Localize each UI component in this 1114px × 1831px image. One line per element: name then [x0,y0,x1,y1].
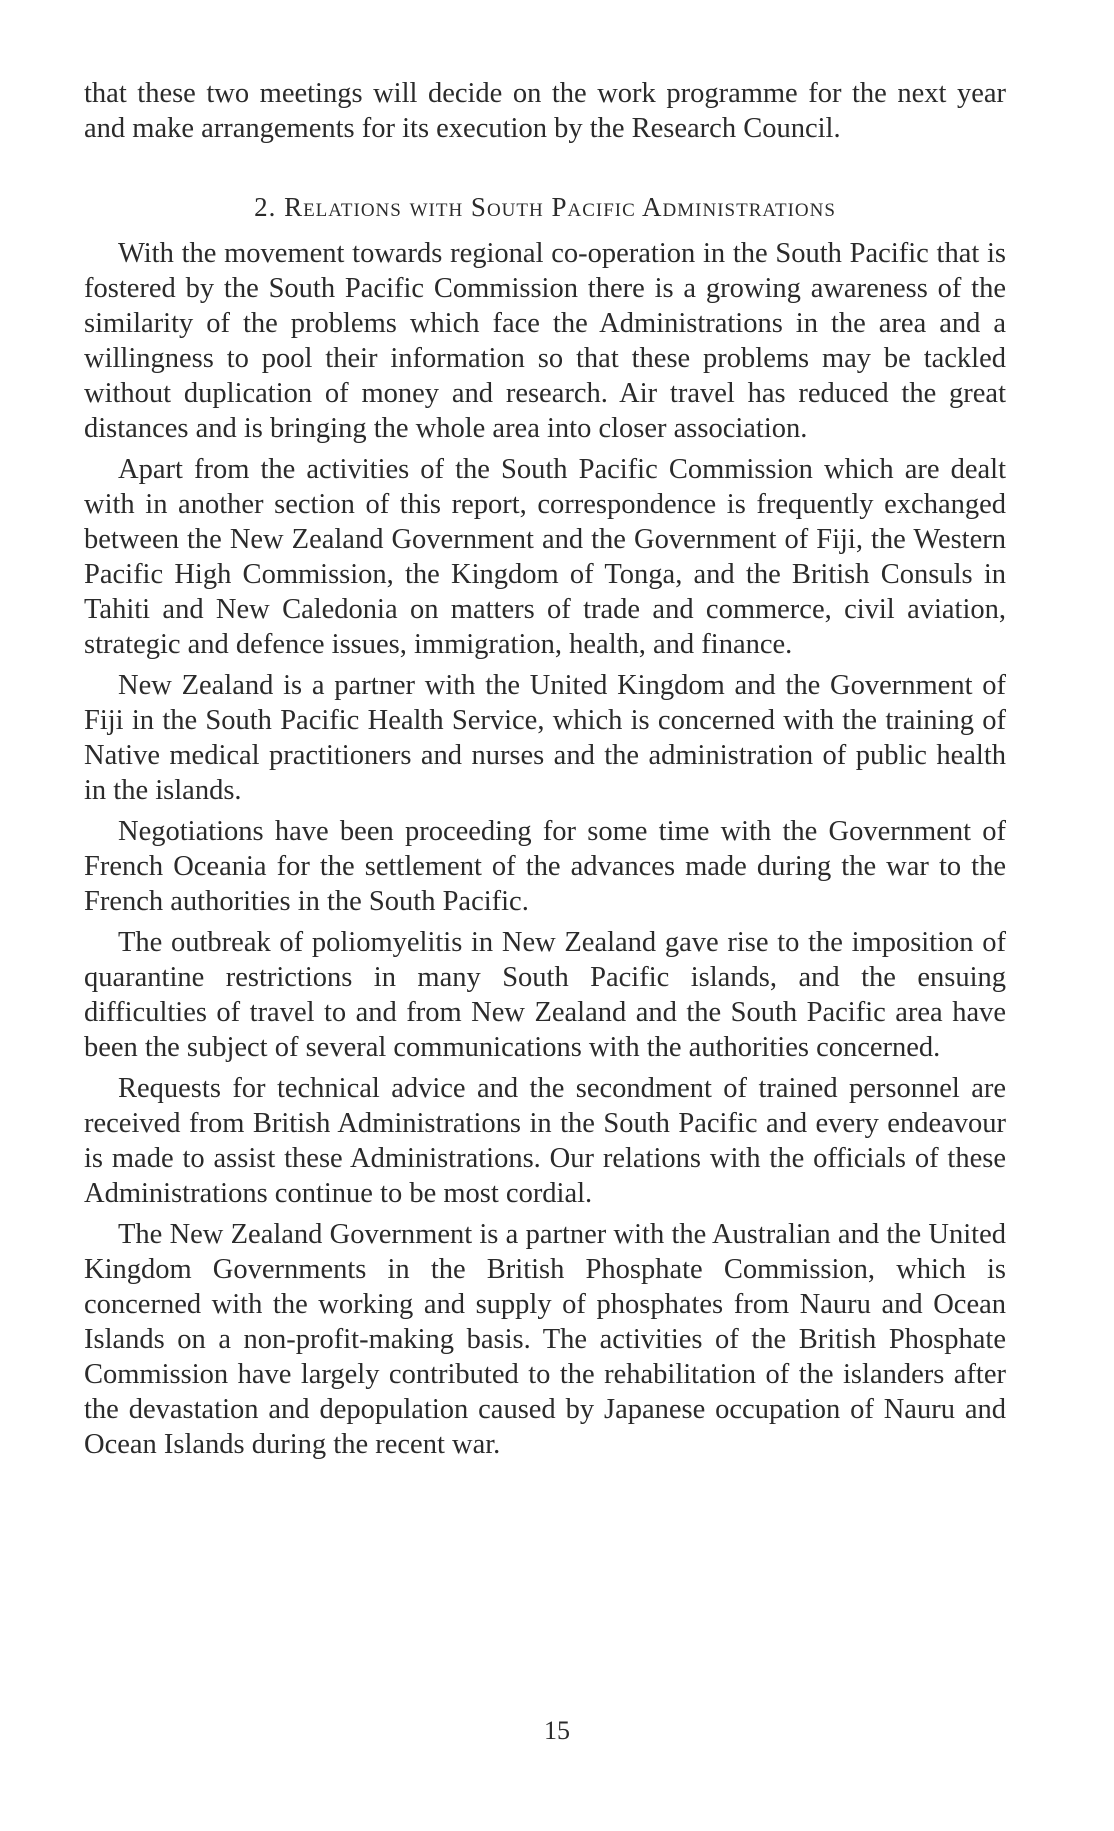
paragraph: New Zealand is a partner with the United Kingdom and the Government of Fiji in the South Pacific Health Service, which is concerned with the training of Native medical practitioners and nurses and the administration of public health in the islands. [84,670,1006,806]
paragraph: The outbreak of poliomyelitis in New Zealand gave rise to the imposition of quarantine restrictions in many South Pacific islands, and the ensuing difficulties of travel to and from New Zealand and the South Pacific area have been the subject of several communications with the authorities concerned. [84,927,1006,1063]
section-heading [84,190,1006,224]
continuation-paragraph: that these two meetings will decide on the work programme for the next year and make arrangements for its execution by the Research Council. [84,78,1006,144]
paragraph: Apart from the activities of the South Pacific Commission which are dealt with in another section of this report, correspondence is frequently exchanged between the New Zealand Government and the Government of Fiji, the Western Pacific High Commission, the Kingdom of Tonga, and the British Consuls in Tahiti and New Caledonia on matters of trade and commerce, civil aviation, strategic and defence issues, immigration, health, and finance. [84,454,1006,660]
paragraph: Negotiations have been proceeding for some time with the Government of French Oceania for the settlement of the advances made during the war to the French authorities in the South Pacific. [84,816,1006,917]
document-page [84,76,1006,1462]
paragraph: The New Zealand Government is a partner with the Australian and the United Kingdom Governments in the British Phosphate Commission, which is concerned with the working and supply of phosphates from Nauru and Ocean Islands on a non-profit-making basis. The activities of the British Phosphate Commission have largely contributed to the rehabilitation of the islanders after the devastation and depopulation caused by Japanese occupation of Nauru and Ocean Islands during the recent war. [84,1219,1006,1460]
page-number: 15 [544,1716,570,1745]
paragraph: With the movement towards regional co-operation in the South Pacific that is fostered by the South Pacific Commission there is a growing awareness of the similarity of the problems which face the Administrations in the area and a willingness to pool their information so that these problems may be tackled without duplication of money and research. Air travel has reduced the great distances and is bringing the whole area into closer association. [84,238,1006,444]
section-title: Relations with South Pacific Administrations [284,192,836,222]
paragraph: Requests for technical advice and the secondment of trained personnel are received from British Administrations in the South Pacific and every endeavour is made to assist these Administrations. Our relations with the officials of these Administrations continue to be most cordial. [84,1073,1006,1209]
section-number: 2. [254,192,277,222]
